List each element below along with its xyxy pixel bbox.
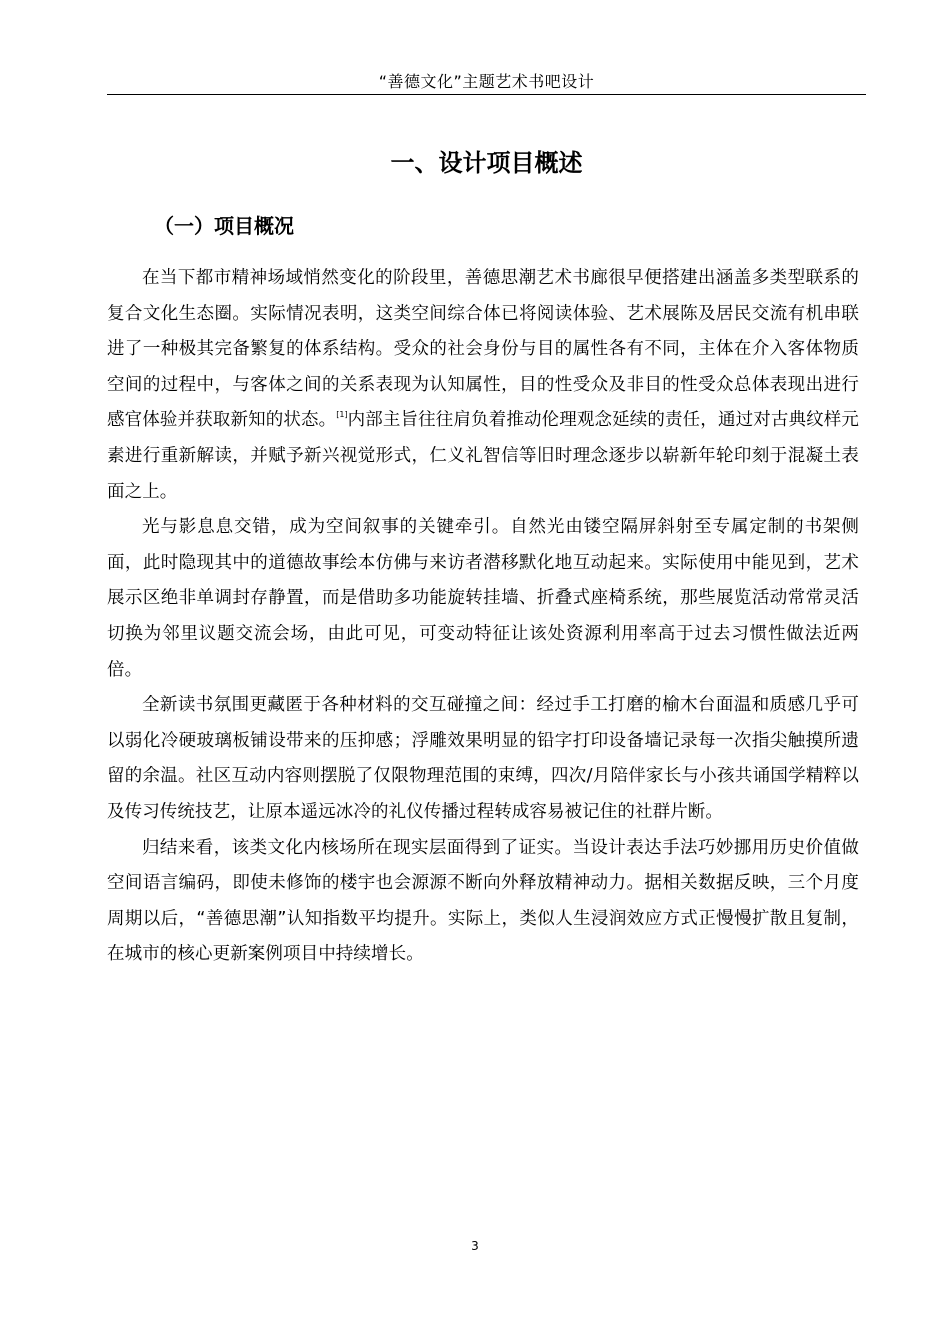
- header-rule: [107, 94, 866, 95]
- paragraph-1: [107, 261, 859, 510]
- citation-marker[interactable]: [1]: [336, 410, 348, 420]
- paragraph-3: 全新读书氛围更藏匿于各种材料的交互碰撞之间：经过手工打磨的榆木台面温和质感几乎可以弱化冷硬玻璃板铺设带来的压抑感；浮雕效果明显的铅字打印设备墙记录每一次指尖触摸所遗留的余温。社区互动内容则摆脱了仅限物理范围的束缚，四次/月陪伴家长与小孩共诵国学精粹以及传习传统技艺，让原本遥远冰冷的礼仪传播过程转成容易被记住的社群片断。: [107, 695, 859, 822]
- section-title: （一）项目概况: [154, 214, 294, 238]
- paragraph-2: 光与影息息交错，成为空间叙事的关键牵引。自然光由镂空隔屏斜射至专属定制的书架侧面，此时隐现其中的道德故事绘本仿佛与来访者潜移默化地互动起来。实际使用中能见到，艺术展示区绝非单调封存静置，而是借助多功能旋转挂墙、折叠式座椅系统，那些展览活动常常灵活切换为邻里议题交流会场，由此可见，可变动特征让该处资源利用率高于过去习惯性做法近两倍。: [107, 517, 859, 680]
- body-text: [107, 261, 859, 973]
- page-number: 3: [471, 1239, 479, 1253]
- paragraph-1-text: 在当下都市精神场域悄然变化的阶段里，善德思潮艺术书廊很早便搭建出涵盖多类型联系的复合文化生态圈。实际情况表明，这类空间综合体已将阅读体验、艺术展陈及居民交流有机串联进了一种极其完备繁复的体系结构。受众的社会身份与目的属性各有不同，主体在介入客体物质空间的过程中，与客体之间的关系表现为认知属性，目的性受众及非目的性受众总体表现出进行感官体验并获取新知的状态。: [107, 268, 859, 431]
- paragraph-1-text-continued: 内部主旨往往肩负着推动伦理观念延续的责任，通过对古典纹样元素进行重新解读，并赋予新兴视觉形式，仁义礼智信等旧时理念逐步以崭新年轮印刻于混凝土表面之上。: [107, 410, 859, 502]
- running-header: “善德文化”主题艺术书吧设计: [378, 72, 595, 91]
- chapter-title: 一、设计项目概述: [390, 149, 583, 177]
- paragraph-4: 归结来看，该类文化内核场所在现实层面得到了证实。当设计表达手法巧妙挪用历史价值做空间语言编码，即使未修饰的楼宇也会源源不断向外释放精神动力。据相关数据反映，三个月度周期以后，“善德思潮”认知指数平均提升。实际上，类似人生浸润效应方式正慢慢扩散且复制，在城市的核心更新案例项目中持续增长。: [107, 837, 859, 965]
